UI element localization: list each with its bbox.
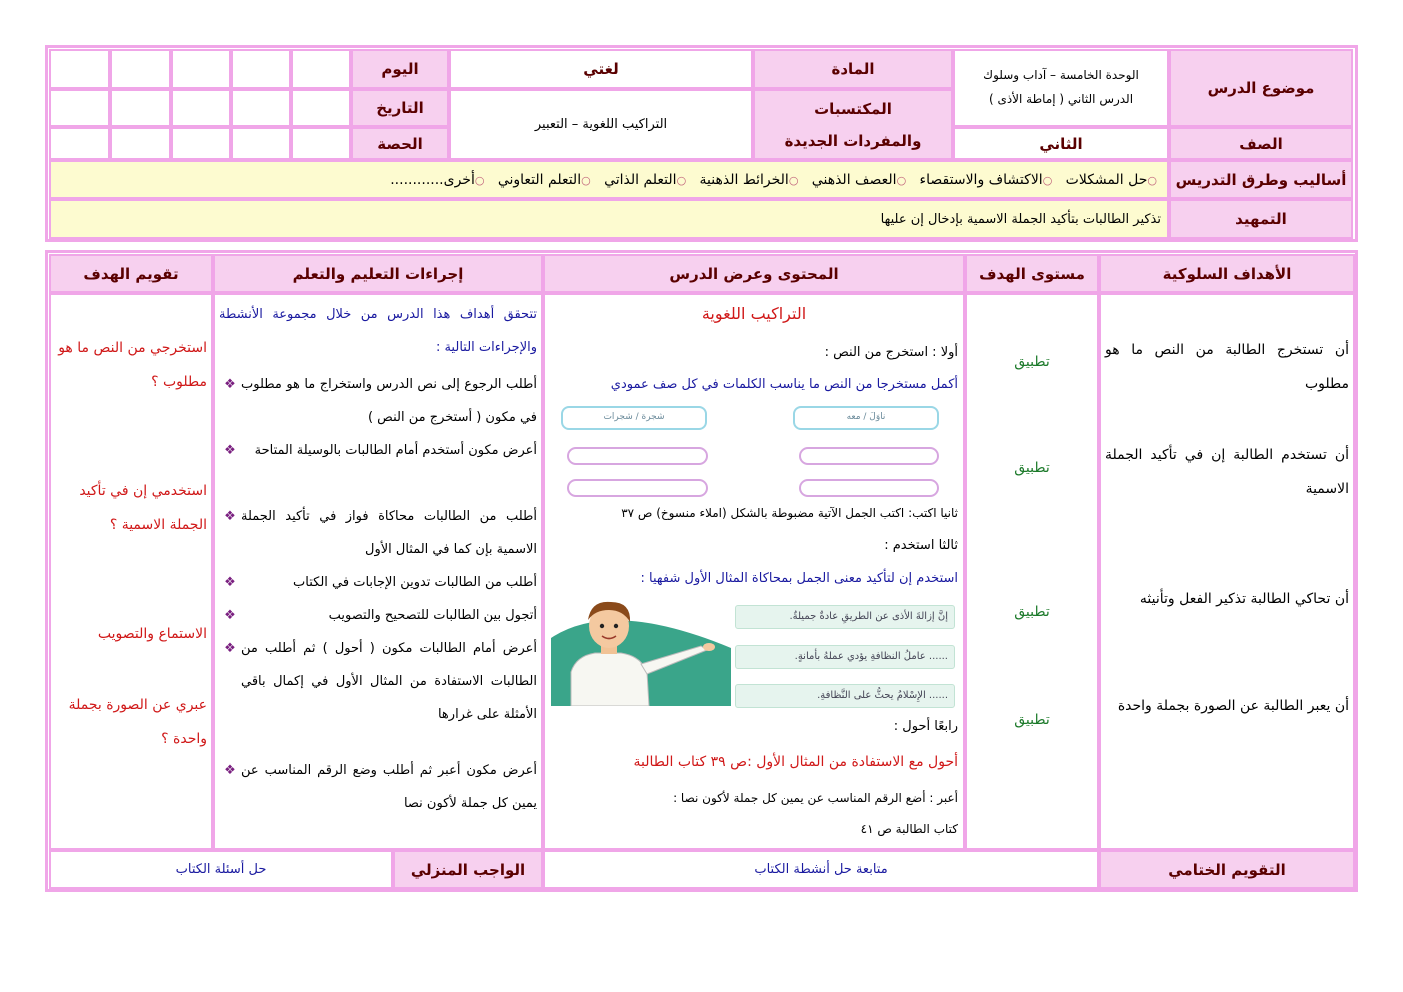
empty-cell bbox=[231, 89, 291, 127]
evaluation-item: استخدمي إن في تأكيد الجملة الاسمية ؟ bbox=[79, 483, 207, 533]
empty-cell bbox=[49, 89, 110, 127]
methods-option[interactable]: ○أخرى............ bbox=[390, 171, 485, 188]
objective-item: أن تحاكي الطالبة تذكير الفعل وتأنيثه bbox=[1139, 591, 1349, 607]
procedures-steps bbox=[219, 368, 537, 820]
radio-circle-icon: ○ bbox=[1147, 173, 1157, 187]
procedures-header: إجراءات التعليم والتعلم bbox=[213, 254, 543, 293]
empty-cell bbox=[291, 89, 351, 127]
level-item: تطبيق bbox=[1014, 604, 1050, 620]
radio-circle-icon: ○ bbox=[788, 173, 799, 187]
grade-value: الثاني bbox=[953, 127, 1169, 160]
word-box-left: شجرة / شجرات bbox=[561, 406, 707, 430]
procedures-intro: تتحقق أهداف هذا الدرس من خلال مجموعة الأنشطة والإجراءات التالية : bbox=[219, 307, 537, 355]
blank-answer-box[interactable] bbox=[567, 479, 708, 497]
diamond-bullet-icon: ❖ bbox=[224, 443, 236, 458]
procedure-step: ❖ أطلب من الطالبات محاكاة فواز في تأكيد الجملة الاسمية بإن كما في المثال الأول bbox=[219, 500, 537, 566]
objective-item: أن يعبر الطالبة عن الصورة بجملة واحدة bbox=[1117, 698, 1349, 714]
empty-cell bbox=[171, 89, 231, 127]
blank-answer-box[interactable] bbox=[799, 447, 939, 465]
content-fourth: رابعًا أحول : bbox=[893, 719, 958, 734]
intro-label: التمهيد bbox=[1169, 199, 1353, 239]
subject-label: موضوع الدرس bbox=[1169, 49, 1353, 127]
boy-illustration bbox=[551, 598, 731, 706]
diamond-bullet-icon: ❖ bbox=[224, 608, 236, 623]
evaluation-header: تقويم الهدف bbox=[49, 254, 213, 293]
blank-answer-box[interactable] bbox=[799, 479, 939, 497]
objective-item: أن تستخرج الطالبة من النص ما هو مطلوب bbox=[1105, 342, 1349, 392]
unit-line1: الوحدة الخامسة – آداب وسلوك bbox=[983, 68, 1139, 82]
methods-option[interactable]: ○التعلم الذاتي bbox=[604, 171, 687, 188]
diamond-bullet-icon: ❖ bbox=[224, 377, 236, 392]
methods-option[interactable]: ○التعلم التعاوني bbox=[497, 171, 591, 188]
empty-cell bbox=[231, 49, 291, 89]
diamond-bullet-icon: ❖ bbox=[224, 641, 236, 656]
empty-cell bbox=[110, 89, 171, 127]
level-item: تطبيق bbox=[1014, 712, 1050, 728]
diamond-bullet-icon: ❖ bbox=[224, 509, 236, 524]
period-label: الحصة bbox=[351, 127, 449, 160]
methods-option[interactable]: ○حل المشكلات bbox=[1065, 171, 1157, 188]
content-fourth-instruction: أحول مع الاستفادة من المثال الأول :ص ٣٩ كتاب الطالبة bbox=[633, 754, 958, 770]
homework-value: حل أسئلة الكتاب bbox=[49, 850, 393, 889]
methods-option[interactable]: ○العصف الذهني bbox=[811, 171, 907, 188]
example-line: ...... الإِسْلامُ يحثُّ على النَّظافةِ. bbox=[735, 684, 955, 708]
level-cell bbox=[965, 293, 1099, 850]
content-book-ref: كتاب الطالبة ص ٤١ bbox=[860, 822, 958, 836]
final-eval-value: متابعة حل أنشطة الكتاب bbox=[543, 850, 1099, 889]
grade-label: الصف bbox=[1169, 127, 1353, 160]
methods-option[interactable]: ○الاكتشاف والاستقصاء bbox=[919, 171, 1053, 188]
unit-cell bbox=[953, 49, 1169, 127]
objective-item: أن تستخدم الطالبة إن في تأكيد الجملة الاسمية bbox=[1105, 447, 1349, 497]
empty-cell bbox=[49, 127, 110, 160]
vocab-label: المكتسبات والمفردات الجديدة bbox=[753, 89, 953, 160]
content-third: ثالثا استخدم : bbox=[884, 538, 958, 553]
final-eval-label: التقويم الختامي bbox=[1099, 850, 1355, 889]
level-item: تطبيق bbox=[1014, 460, 1050, 476]
example-line: ...... عاملُ النظافةِ يؤدي عملهُ بأمانةٍ. bbox=[735, 645, 955, 669]
unit-line2: الدرس الثاني ( إماطة الأذى ) bbox=[988, 92, 1134, 106]
evaluation-item: استخرجي من النص ما هو مطلوب ؟ bbox=[58, 340, 207, 390]
procedure-step: ❖ أتجول بين الطالبات للتصحيح والتصويب bbox=[219, 599, 537, 632]
level-item: تطبيق bbox=[1014, 354, 1050, 370]
radio-circle-icon: ○ bbox=[581, 173, 591, 187]
empty-cell bbox=[171, 49, 231, 89]
day-label: اليوم bbox=[351, 49, 449, 89]
boy-figure-icon bbox=[551, 598, 731, 706]
procedure-step: ❖ أعرض مكون أستخدم أمام الطالبات بالوسيلة المتاحة bbox=[219, 434, 537, 500]
date-label: التاريخ bbox=[351, 89, 449, 127]
example-line: إنَّ إزالةَ الأذى عن الطريقِ عادةٌ جميلةٌ. bbox=[735, 605, 955, 629]
empty-cell bbox=[110, 127, 171, 160]
objectives-header: الأهداف السلوكية bbox=[1099, 254, 1355, 293]
radio-circle-icon: ○ bbox=[1042, 173, 1053, 187]
procedure-step: ❖ أعرض مكون أعبر ثم أطلب وضع الرقم المناسب عن يمين كل جملة لأكون نصا bbox=[219, 754, 537, 820]
empty-cell bbox=[291, 49, 351, 89]
empty-cell bbox=[171, 127, 231, 160]
homework-label: الواجب المنزلي bbox=[393, 850, 543, 889]
evaluation-item: عبري عن الصورة بجملة واحدة ؟ bbox=[68, 697, 207, 747]
radio-circle-icon: ○ bbox=[896, 173, 907, 187]
intro-text: تذكير الطالبات بتأكيد الجملة الاسمية بإدخال إن عليها bbox=[49, 199, 1169, 239]
procedure-step: ❖ أعرض أمام الطالبات مكون ( أحول ) ثم أطلب من الطالبات الاستفادة من المثال الأول في إكمال باقي الأمثلة على غرارها bbox=[219, 632, 537, 754]
material-value: لغتي bbox=[449, 49, 753, 89]
diamond-bullet-icon: ❖ bbox=[224, 575, 236, 590]
methods-label: أساليب وطرق التدريس bbox=[1169, 160, 1353, 199]
content-express: أعبر : أضع الرقم المناسب عن يمين كل جملة لأكون نصا : bbox=[673, 791, 958, 805]
blank-answer-box[interactable] bbox=[567, 447, 708, 465]
level-header: مستوى الهدف bbox=[965, 254, 1099, 293]
empty-cell bbox=[110, 49, 171, 89]
word-box-right: ناوَلَ / معه bbox=[793, 406, 939, 430]
methods-options bbox=[49, 160, 1169, 199]
methods-option[interactable]: ○الخرائط الذهنية bbox=[699, 171, 799, 188]
evaluation-item: الاستماع والتصويب bbox=[97, 626, 207, 642]
content-title: التراكيب اللغوية bbox=[701, 304, 807, 323]
empty-cell bbox=[291, 127, 351, 160]
empty-cell bbox=[49, 49, 110, 89]
vocab-value: التراكيب اللغوية – التعبير bbox=[449, 89, 753, 160]
procedure-step: ❖ أطلب الرجوع إلى نص الدرس واستخراج ما هو مطلوب في مكون ( أستخرج من النص ) bbox=[219, 368, 537, 434]
content-first: أولا : استخرج من النص : bbox=[824, 345, 958, 360]
radio-circle-icon: ○ bbox=[474, 173, 485, 187]
content-second: ثانيا اكتب: اكتب الجمل الآتية مضبوطة بالشكل (املاء منسوخ) ص ٣٧ bbox=[621, 506, 958, 520]
material-label: المادة bbox=[753, 49, 953, 89]
empty-cell bbox=[231, 127, 291, 160]
content-header: المحتوى وعرض الدرس bbox=[543, 254, 965, 293]
diamond-bullet-icon: ❖ bbox=[224, 763, 236, 778]
procedure-step: ❖ أطلب من الطالبات تدوين الإجابات في الكتاب bbox=[219, 566, 537, 599]
content-first-instruction: أكمل مستخرجا من النص ما يناسب الكلمات في كل صف عمودي bbox=[610, 377, 958, 392]
radio-circle-icon: ○ bbox=[676, 173, 687, 187]
content-third-instruction: استخدم إن لتأكيد معنى الجمل بمحاكاة المثال الأول شفهيا : bbox=[640, 571, 958, 586]
